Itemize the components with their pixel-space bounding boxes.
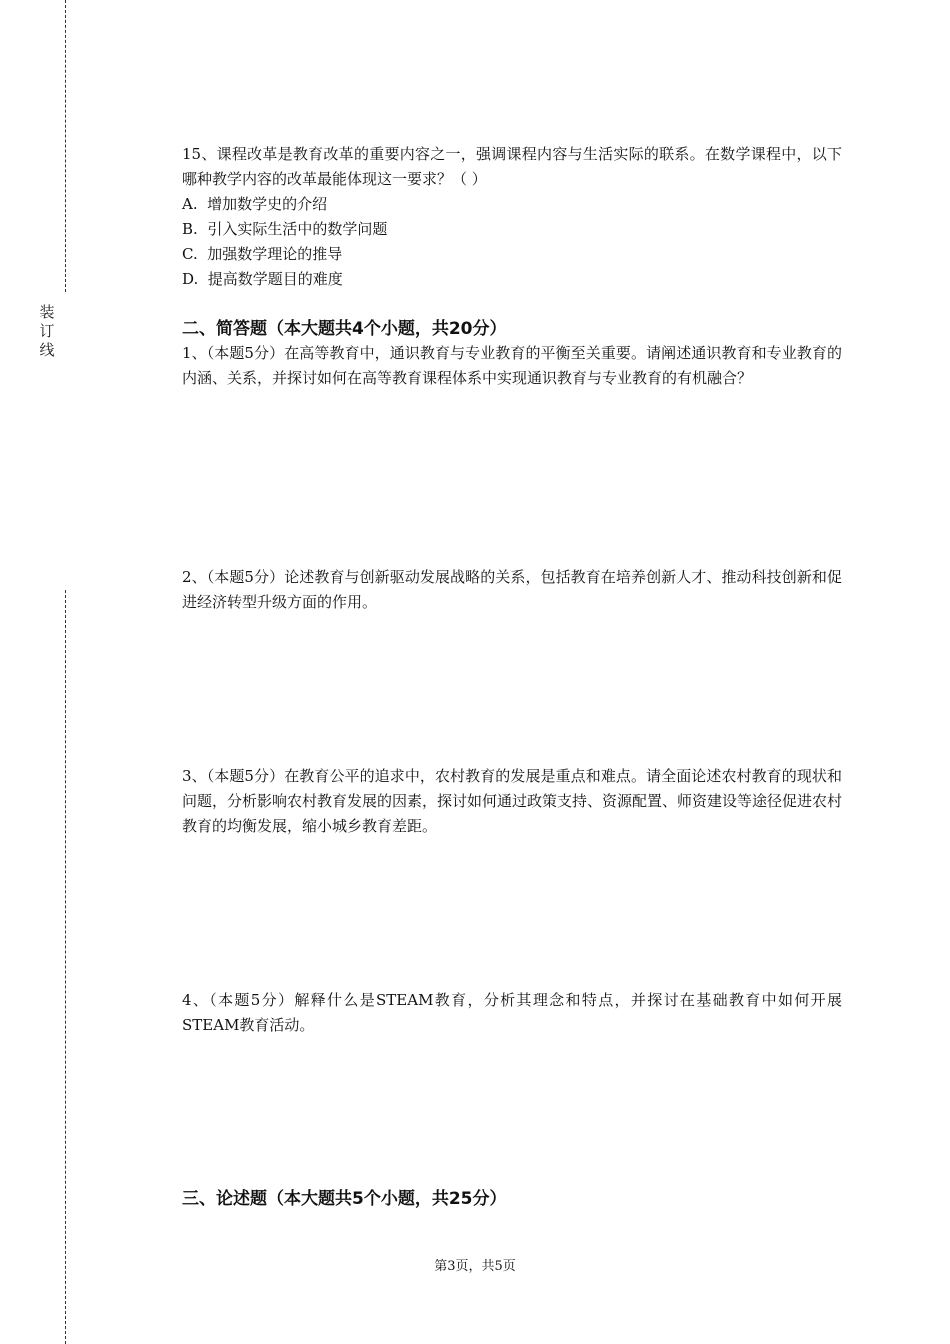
binding-dashed-line-top (65, 0, 66, 292)
section-3-header (182, 1186, 842, 1212)
short-answer-question-1-text: 1、（本题5分）在高等教育中，通识教育与专业教育的平衡至关重要。请阐述通识教育和专业教育的内涵、关系，并探讨如何在高等教育课程体系中实现通识教育与专业教育的有机融合？ (182, 344, 842, 387)
short-answer-question-2 (182, 565, 842, 615)
short-answer-question-2-text: 2、（本题5分）论述教育与创新驱动发展战略的关系，包括教育在培养创新人才、推动科技创新和促进经济转型升级方面的作用。 (182, 568, 842, 611)
question-15-text: 15、课程改革是教育改革的重要内容之一，强调课程内容与生活实际的联系。在数学课程中，以下哪种教学内容的改革最能体现这一要求？（ ） (182, 145, 842, 188)
short-answer-question-3 (182, 764, 842, 839)
page-number-footer: 第3页，共5页 (434, 1259, 516, 1274)
question-15 (182, 142, 842, 292)
short-answer-question-3-text: 3、（本题5分）在教育公平的追求中，农村教育的发展是重点和难点。请全面论述农村教育的现状和问题，分析影响农村教育发展的因素，探讨如何通过政策支持、资源配置、师资建设等途径促进农村教育的均衡发展，缩小城乡教育差距。 (182, 767, 843, 835)
section-2-header (182, 316, 842, 342)
question-15-option-a: A. 增加数学史的介绍 (182, 195, 328, 213)
short-answer-question-1 (182, 341, 842, 391)
binding-label (38, 303, 56, 360)
short-answer-question-4-text: 4、（本题5分）解释什么是STEAM教育，分析其理念和特点，并探讨在基础教育中如何开展STEAM教育活动。 (182, 991, 842, 1034)
question-15-option-d: D. 提高数学题目的难度 (182, 270, 343, 288)
section-3-heading: 三、论述题（本大题共5个小题，共25分） (182, 1189, 507, 1209)
binding-label-char: 装 (39, 303, 55, 321)
binding-label-char: 线 (39, 341, 55, 359)
short-answer-question-4 (182, 988, 842, 1038)
binding-label-char: 订 (39, 322, 55, 340)
question-15-option-c: C. 加强数学理论的推导 (182, 245, 343, 263)
binding-dashed-line-bottom (65, 590, 66, 1344)
question-15-option-b: B. 引入实际生活中的数学问题 (182, 220, 388, 238)
section-2-heading: 二、简答题（本大题共4个小题，共20分） (182, 319, 507, 339)
